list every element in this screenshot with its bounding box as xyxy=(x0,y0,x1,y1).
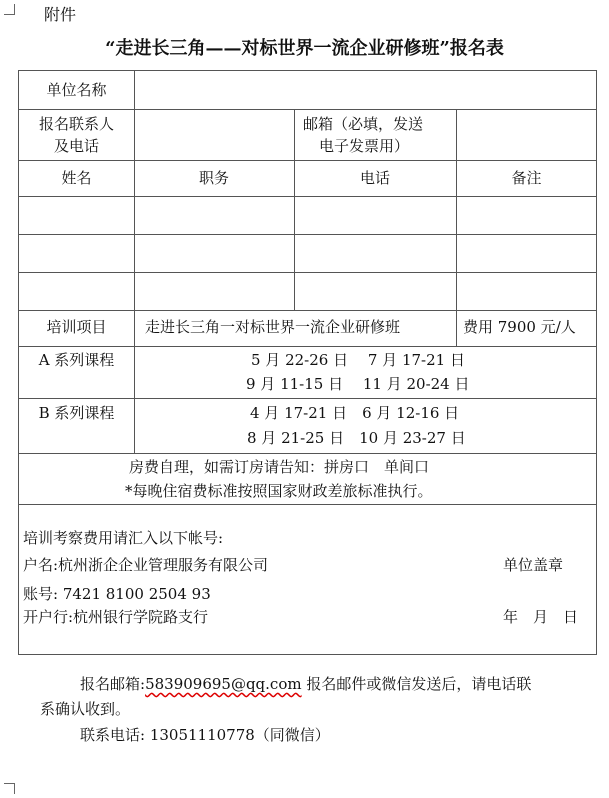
bank-name: 开户行:杭州银行学院路支行 xyxy=(23,608,209,626)
stamp-date: 年 月 日 xyxy=(503,608,579,626)
attendee-row[interactable] xyxy=(19,273,597,310)
column-header-name: 姓名 xyxy=(61,169,92,187)
column-header-remarks: 备注 xyxy=(511,169,542,187)
form-title: “走进长三角——对标世界一流企业研修班”报名表 xyxy=(105,38,504,59)
contact-phone: 联系电话: 13051110778（同微信） xyxy=(80,726,330,744)
email-label: 电子发票用） xyxy=(319,137,410,155)
table-row-divider xyxy=(19,398,596,399)
table-col-divider xyxy=(134,346,135,453)
attendee-row[interactable] xyxy=(19,235,597,272)
contact-field[interactable] xyxy=(135,110,294,160)
training-fee: 费用 7900 元/人 xyxy=(463,318,576,336)
registration-email-link[interactable]: 583909695@qq.com xyxy=(145,675,302,693)
series-a-dates: 9 月 11-15 日 11 月 20-24 日 xyxy=(246,375,470,393)
attendee-row[interactable] xyxy=(19,197,597,234)
page-corner-mark xyxy=(4,783,15,794)
email-prefix: 报名邮箱: xyxy=(80,675,146,693)
email-field[interactable] xyxy=(457,110,597,160)
series-a-dates: 5 月 22-26 日 7 月 17-21 日 xyxy=(251,351,465,369)
unit-stamp-label: 单位盖章 xyxy=(503,556,564,574)
table-row-divider xyxy=(19,160,596,161)
training-project-label: 培训项目 xyxy=(46,318,107,336)
payment-intro: 培训考察费用请汇入以下帐号: xyxy=(23,529,224,547)
table-col-divider xyxy=(294,109,295,160)
training-project-name: 走进长三角一对标世界一流企业研修班 xyxy=(145,318,401,336)
table-row-divider xyxy=(19,453,596,454)
series-b-label: B 系列课程 xyxy=(38,404,115,422)
series-a-label: A 系列课程 xyxy=(38,351,115,369)
series-b-dates: 8 月 21-25 日 10 月 23-27 日 xyxy=(247,429,466,447)
account-number: 账号: 7421 8100 2504 93 xyxy=(23,585,211,603)
table-row-divider xyxy=(19,346,596,347)
column-header-position: 职务 xyxy=(198,169,229,187)
registration-email-line xyxy=(80,672,531,696)
lodging-standard-note: *每晚住宿费标准按照国家财政差旅标准执行。 xyxy=(125,482,433,500)
confirmation-note: 系确认收到。 xyxy=(40,700,131,718)
account-name: 户名:杭州浙企企业管理服务有限公司 xyxy=(23,556,269,574)
page-corner-mark xyxy=(4,4,15,15)
unit-name-label: 单位名称 xyxy=(46,81,107,99)
series-b-dates: 4 月 17-21 日 6 月 12-16 日 xyxy=(250,404,460,422)
column-header-phone: 电话 xyxy=(359,169,390,187)
attachment-label: 附件 xyxy=(44,5,77,24)
email-label: 邮箱（必填，发送 xyxy=(303,115,424,133)
registration-table xyxy=(18,70,597,655)
unit-name-field[interactable] xyxy=(135,71,597,109)
contact-label: 报名联系人 xyxy=(38,115,114,133)
lodging-note: 房费自理，如需订房请告知：拼房口 单间口 xyxy=(129,458,430,476)
table-row-divider xyxy=(19,310,596,311)
contact-label: 及电话 xyxy=(53,137,99,155)
email-suffix: 报名邮件或微信发送后，请电话联 xyxy=(301,675,532,693)
table-row-divider xyxy=(19,504,596,505)
